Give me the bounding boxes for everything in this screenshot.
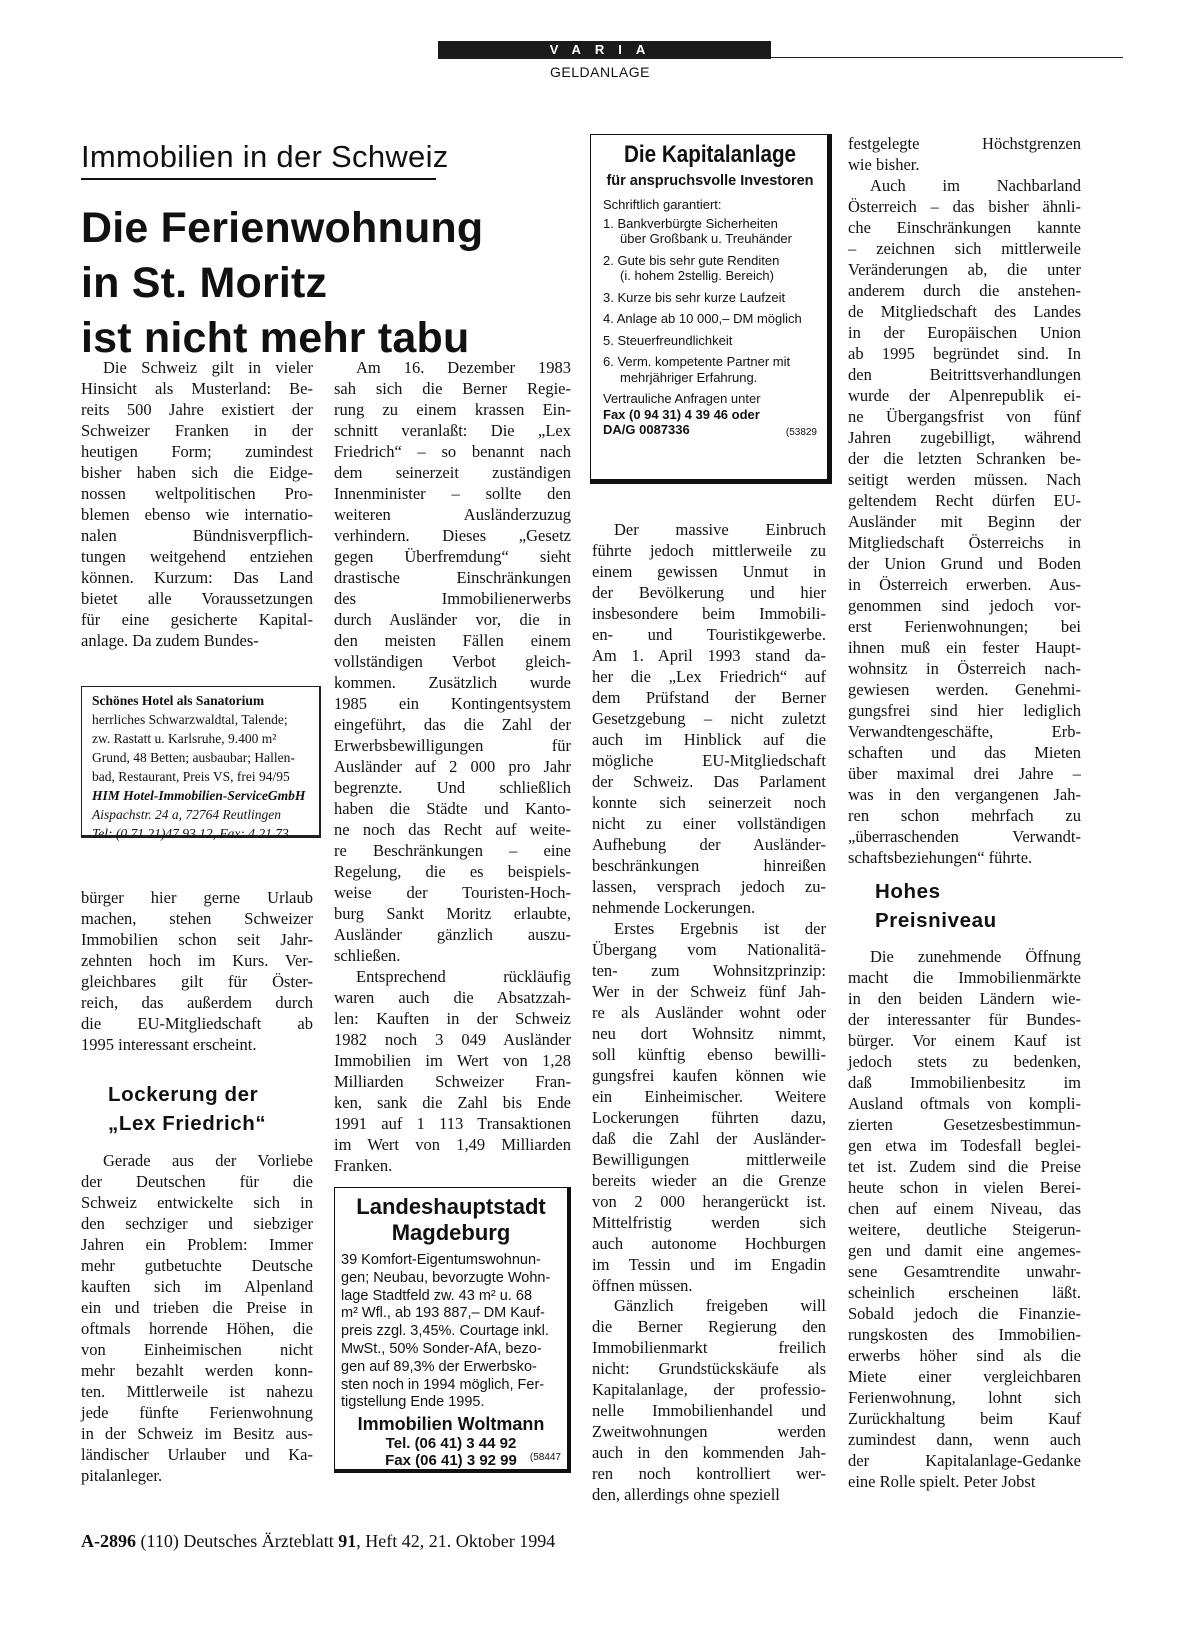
text-line: en- und Touristikgewerbe.: [592, 625, 826, 644]
column-2-continued: [334, 966, 571, 1176]
column-1-section: [81, 1150, 313, 1486]
text-line: heute schon in vielen Berei-: [848, 1178, 1081, 1197]
text-line: geltendem Recht dürfen EU-: [848, 491, 1081, 510]
ad-body-line: preis zzgl. 3,45%. Courtage inkl.: [341, 1323, 549, 1340]
text-line: wie bisher.: [848, 155, 920, 174]
ad-body-line: 39 Komfort-Eigentumswohnun-: [341, 1252, 541, 1268]
text-line: Ferienwohnung, lohnt sich: [848, 1388, 1081, 1407]
text-line: che Einschränkungen kannte: [848, 218, 1081, 237]
text-line: Bewilligungen mittlerweile: [592, 1150, 826, 1169]
text-line: von Einheimischen nicht: [81, 1340, 313, 1359]
text-line: Die zunehmende Öffnung: [870, 947, 1081, 966]
footer-issue: , Heft 42, 21. Oktober 1994: [356, 1531, 556, 1551]
text-line: konnte sich seinerzeit noch: [592, 793, 826, 812]
ad-list-item: [603, 216, 817, 247]
text-line: bietet alle Voraussetzungen: [81, 589, 313, 608]
text-line: Verwandtengeschäfte, Erb-: [848, 722, 1081, 741]
text-line: machen, stehen Schweizer: [81, 909, 313, 928]
text-line: burg Sankt Moritz erlaubte,: [334, 904, 571, 923]
text-line: ihnen muß ein fester Haupt-: [848, 638, 1081, 657]
text-line: vollständigen Verbot gleich-: [334, 652, 571, 671]
text-line: den Beitrittsverhandlungen: [848, 365, 1081, 384]
text-line: erwerbs höher sind als die: [848, 1346, 1081, 1365]
text-line: reits 500 Jahre existiert der: [81, 400, 313, 419]
text-line: die EU-Mitgliedschaft ab: [81, 1014, 313, 1033]
text-line: bürger. Vor einem Kauf ist: [848, 1031, 1081, 1050]
ad-code: (58447: [529, 1452, 561, 1463]
text-line: weitere, deutliche Steigerun-: [848, 1220, 1081, 1239]
text-line: gen und damit eine angemes-: [848, 1241, 1081, 1260]
text-line: reich, das außerdem durch: [81, 993, 313, 1012]
text-line: im Tessin und im Engadin: [592, 1255, 826, 1274]
text-line: scheinlich erscheinen läßt.: [848, 1283, 1081, 1302]
text-line: Sobald jedoch die Finanzie-: [848, 1304, 1081, 1323]
text-line: Kapitalanlage, der professio-: [592, 1380, 826, 1399]
text-line: nelle Immobilienhandel und: [592, 1401, 826, 1420]
text-line: jedoch stets zu bedenken,: [848, 1052, 1081, 1071]
text-line: Entsprechend rückläufig: [356, 967, 571, 986]
article-headline: [81, 201, 581, 366]
ad-hotel-sanatorium: [81, 686, 321, 841]
text-line: Miete einer vergleichbaren: [848, 1367, 1081, 1386]
ad-body-line: sten noch in 1994 möglich, Fer-: [341, 1376, 545, 1393]
ad-body-line: MwSt., 50% Sonder-AfA, bezo-: [341, 1340, 542, 1357]
ad-address: Aispachstr. 24 a, 72764 Reutlingen: [92, 807, 281, 822]
text-line: tet ist. Zudem sind die Preise: [848, 1157, 1081, 1176]
text-line: anderem durch die anstehen-: [848, 281, 1081, 300]
text-line: Jahren ein Problem: Immer: [81, 1235, 313, 1254]
text-line: dem Prüfstand der Berner: [592, 688, 826, 707]
text-line: eingeführt, das die Zahl der: [334, 715, 571, 734]
text-line: Lockerungen führten dazu,: [592, 1108, 826, 1127]
ad-fax: Fax (06 41) 3 92 99: [385, 1452, 517, 1470]
item-line: (i. hohem 2stellig. Bereich): [620, 268, 774, 283]
text-line: Zurückhaltung beim Kauf: [848, 1409, 1081, 1428]
headline-line: in St. Moritz: [81, 259, 328, 307]
text-line: ren schon mehrfach zu: [848, 806, 1081, 825]
text-line: chen auf einem Niveau, das: [848, 1199, 1081, 1218]
text-line: Schweiz entwickelte sich in: [81, 1193, 313, 1212]
text-line: Regelung, die es beispiels-: [334, 862, 571, 881]
text-line: Ausland oftmals von kompli-: [848, 1094, 1081, 1113]
text-line: 1982 noch 3 049 Ausländer: [334, 1030, 571, 1049]
text-line: von 2 000 herangerückt ist.: [592, 1192, 826, 1211]
text-line: re Beschränkungen – eine: [334, 841, 571, 860]
text-line: erst Ferienwohnungen; bei: [848, 617, 1081, 636]
ad-list-item: [603, 253, 817, 284]
text-line: was in den vergangenen Jah-: [848, 785, 1081, 804]
text-line: der Schweiz. Das Parlament: [592, 772, 826, 791]
text-line: wurde der Alpenrepublik ei-: [848, 386, 1081, 405]
text-line: Am 1. April 1993 stand da-: [592, 646, 826, 665]
item-line: 1. Bankverbürgte Sicherheiten: [603, 215, 778, 231]
text-line: ein Einheimischer. Weitere: [592, 1087, 826, 1106]
text-line: beschränkungen hinreißen: [592, 856, 826, 875]
item-line: mehrjähriger Erfahrung.: [620, 369, 758, 385]
ad-line: bad, Restaurant, Preis VS, frei 94/95: [92, 769, 290, 784]
text-line: festgelegte Höchstgrenzen: [848, 134, 1081, 153]
kicker-rule: [81, 178, 436, 180]
text-line: der interessanter für Bundes-: [848, 1010, 1081, 1029]
text-line: Innenminister – sollte den: [334, 484, 571, 503]
text-line: Am 16. Dezember 1983: [356, 358, 571, 377]
text-line: der Deutschen für die: [81, 1172, 313, 1191]
ad-title-line: Magdeburg: [391, 1220, 511, 1245]
text-line: Der massive Einbruch: [614, 520, 826, 539]
text-line: bisher haben sich die Eidge-: [81, 463, 313, 482]
text-line: Gerade aus der Vorliebe: [103, 1151, 313, 1170]
column-3: [592, 519, 826, 918]
text-line: führte jedoch mittlerweile zu: [592, 541, 826, 560]
text-line: waren auch die Absatzzah-: [334, 988, 571, 1007]
text-line: blemen ebenso wie internatio-: [81, 505, 313, 524]
ad-body-line: m² Wfl., ab 193 887,– DM Kauf-: [341, 1305, 545, 1322]
text-line: nicht zu einer vollständigen: [592, 814, 826, 833]
text-line: len: Kauften in der Schweiz: [334, 1009, 571, 1028]
ad-list-item: [603, 311, 817, 327]
subhead-line: Hohes: [875, 880, 941, 903]
text-line: in der Europäischen Union: [848, 323, 1081, 342]
article-kicker: Immobilien in der Schweiz: [81, 139, 449, 174]
text-line: Wer in der Schweiz fünf Jah-: [592, 982, 826, 1001]
text-line: genommen sind jedoch vor-: [848, 596, 1081, 615]
text-line: – zeichnen sich mittlerweile: [848, 239, 1081, 258]
ad-tel: Tel. (06 41) 3 44 92: [385, 1435, 517, 1453]
text-line: Aufhebung der Ausländer-: [592, 835, 826, 854]
footer-publication: (110) Deutsches Ärzteblatt: [140, 1531, 334, 1551]
text-line: pitalanleger.: [81, 1466, 163, 1485]
text-line: gungsfrei sind hier lediglich: [848, 701, 1081, 720]
section-label: GELDANLAGE: [550, 64, 650, 80]
text-line: Schweizer Franken in der: [81, 421, 313, 440]
subhead-lex-friedrich: [108, 1080, 266, 1138]
ad-body-line: gen auf 89,3% der Erwerbsko-: [341, 1358, 537, 1375]
text-line: lassen, versprach jedoch zu-: [592, 877, 826, 896]
item-line: 2. Gute bis sehr gute Renditen: [603, 252, 780, 268]
subhead-line: Lockerung der: [108, 1083, 259, 1106]
text-line: insbesondere beim Immobili-: [592, 604, 826, 623]
text-line: Immobilien im Wert von 1,28: [334, 1051, 571, 1070]
ad-contact: Vertrauliche Anfragen unter: [603, 391, 761, 406]
text-line: soll künftig ebenso bewilli-: [592, 1045, 826, 1064]
text-line: auch autonome Hochburgen: [592, 1234, 826, 1253]
text-line: der Bevölkerung und hier: [592, 583, 826, 602]
text-line: durch Ausländer vor, die in: [334, 610, 571, 629]
ad-title: Die Kapitalanlage: [623, 141, 797, 168]
text-line: verhindern. Dieses „Gesetz: [334, 526, 571, 545]
text-line: macht die Immobilienmärkte: [848, 968, 1081, 987]
text-line: de Mitgliedschaft des Landes: [848, 302, 1081, 321]
ad-body-line: tigstellung Ende 1995.: [341, 1394, 485, 1411]
text-line: des Immobilienerwerbs: [334, 589, 571, 608]
column-4: [848, 175, 1081, 868]
text-line: zierten Gesetzesbestimmun-: [848, 1115, 1081, 1134]
text-line: weise der Touristen-Hoch-: [334, 883, 571, 902]
text-line: in Österreich erwerben. Aus-: [848, 575, 1081, 594]
text-line: bürger hier gerne Urlaub: [81, 888, 313, 907]
ad-body: [341, 1252, 561, 1412]
text-line: Ausländer auf 2 000 pro Jahr: [334, 757, 571, 776]
text-line: schaftsbeziehungen“ führte.: [848, 848, 1033, 867]
text-line: ländischer Urlauber und Ka-: [81, 1445, 313, 1464]
text-line: Immobilien schon seit Jahr-: [81, 930, 313, 949]
subhead-line: Preisniveau: [875, 909, 997, 932]
column-4-section: [848, 946, 1081, 1492]
text-line: nalen Bündnisverpflich-: [81, 526, 313, 545]
text-line: nossen weltpolitischen Pro-: [81, 484, 313, 503]
text-line: Gänzlich freigeben will: [614, 1296, 826, 1315]
text-line: rung zu einem krassen Ein-: [334, 400, 571, 419]
text-line: Jahren zugebilligt, während: [848, 428, 1081, 447]
text-line: mehr gutbetuchte Deutsche: [81, 1256, 313, 1275]
header-rule: [438, 57, 1123, 58]
text-line: nehmende Lockerungen.: [592, 898, 756, 917]
text-line: schnitt veranlaßt: Die „Lex: [334, 421, 571, 440]
text-line: dem seinerzeit zuständigen: [334, 463, 571, 482]
ad-line: Grund, 48 Betten; ausbaubar; Hallen-: [92, 750, 295, 765]
text-line: der Kapitalanlage-Gedanke: [848, 1451, 1081, 1470]
text-line: Gesetzgebung – nicht zuletzt: [592, 709, 826, 728]
text-line: rungskosten des Immobilien-: [848, 1325, 1081, 1344]
ad-intro: Schriftlich garantiert:: [603, 197, 722, 212]
ad-title: Schönes Hotel als Sanatorium: [92, 693, 265, 708]
text-line: ab 1995 begründet sind. In: [848, 344, 1081, 363]
text-line: zehnten hoch im Kurs. Ver-: [81, 951, 313, 970]
text-line: mehr bezahlt werden konn-: [81, 1361, 313, 1380]
text-line: Friedrich“ – so benannt nach: [334, 442, 571, 461]
column-2: [334, 357, 571, 966]
text-line: den, allerdings ohne speziell: [592, 1485, 780, 1504]
ad-body-line: lage Stadtfeld zw. 43 m² u. 68: [341, 1287, 533, 1304]
text-line: sene Gesamtrendite unwahr-: [848, 1262, 1081, 1281]
text-line: Zweitwohnungen werden: [592, 1422, 826, 1441]
text-line: Veränderungen ab, die unter: [848, 260, 1081, 279]
text-line: ne noch das Recht auf weite-: [334, 820, 571, 839]
text-line: in den beiden Ländern wie-: [848, 989, 1081, 1008]
headline-line: ist nicht mehr tabu: [81, 314, 470, 362]
text-line: ken, sank die Zahl bis Ende: [334, 1093, 571, 1112]
ad-chiffre: DA/G 0087336: [603, 422, 690, 437]
text-line: sah sich die Berner Regie-: [334, 379, 571, 398]
column-3-end: [592, 1295, 826, 1505]
text-line: der Union Grund und Boden: [848, 554, 1081, 573]
text-line: gungsfrei kaufen können wie: [592, 1066, 826, 1085]
text-line: kauften sich im Alpenland: [81, 1277, 313, 1296]
text-line: 1991 auf 1 113 Transaktionen: [334, 1114, 571, 1133]
text-line: eine Rolle spielt. Peter Jobst: [848, 1472, 1036, 1491]
text-line: wohnsitz in Österreich nach-: [848, 659, 1081, 678]
text-line: können. Kurzum: Das Land: [81, 568, 313, 587]
text-line: 1985 ein Kontingentsystem: [334, 694, 571, 713]
ad-code: (53829: [785, 427, 817, 438]
text-line: die Berner Regierung den: [592, 1317, 826, 1336]
text-line: „überraschenden Verwandt-: [848, 827, 1081, 846]
text-line: schaften und das Mieten: [848, 743, 1081, 762]
text-line: Erwerbsbewilligungen für: [334, 736, 571, 755]
text-line: Die Schweiz gilt in vieler: [103, 358, 313, 377]
text-line: her die „Lex Friedrich“ auf: [592, 667, 826, 686]
text-line: ein und trieben die Preise in: [81, 1298, 313, 1317]
page-code: A-2896: [81, 1531, 136, 1551]
text-line: schließen.: [334, 946, 401, 965]
subhead-hohes-preisniveau: [875, 877, 997, 935]
footer-volume: 91: [338, 1531, 357, 1551]
column-3-continued: [592, 918, 826, 1296]
page-footer: [81, 1531, 555, 1552]
text-line: heutigen Form; zumindest: [81, 442, 313, 461]
text-line: im Wert von 1,49 Milliarden: [334, 1135, 571, 1154]
text-line: Hinsicht als Musterland: Be-: [81, 379, 313, 398]
ad-line: herrliches Schwarzwaldtal, Talende;: [92, 712, 288, 727]
column-1-intro: [81, 357, 313, 651]
ad-list-item: [603, 354, 817, 385]
text-line: begrenzte. Und schließlich: [334, 778, 571, 797]
text-line: in der Schweiz im Besitz aus-: [81, 1424, 313, 1443]
text-line: Milliarden Schweizer Fran-: [334, 1072, 571, 1091]
ad-kapitalanlage: [590, 134, 832, 484]
text-line: haben die Städte und Kanto-: [334, 799, 571, 818]
text-line: oftmals horrende Höhen, die: [81, 1319, 313, 1338]
text-line: Österreich – das bisher ähnli-: [848, 197, 1081, 216]
ad-line: zw. Rastatt u. Karlsruhe, 9.400 m²: [92, 731, 277, 746]
ad-company: Immobilien Woltmann: [357, 1414, 545, 1435]
text-line: zumindest dann, wenn auch: [848, 1430, 1081, 1449]
section-bar: VARIA: [438, 41, 771, 59]
ad-fax: Fax (0 94 31) 4 39 46 oder: [603, 406, 760, 422]
text-line: anlage. Da zudem Bundes-: [81, 631, 259, 650]
ad-list-item: [603, 333, 817, 349]
ad-subtitle: für anspruchsvolle Investoren: [606, 173, 814, 189]
text-line: Auch im Nachbarland: [870, 176, 1081, 195]
text-line: neu dort Wohnsitz nimmt,: [592, 1024, 826, 1043]
item-line: 5. Steuerfreundlichkeit: [603, 332, 733, 348]
text-line: Mitgliedschaft Österreichs in: [848, 533, 1081, 552]
text-line: Mittelfristig werden sich: [592, 1213, 826, 1232]
text-line: ren noch kontrolliert wer-: [592, 1464, 826, 1483]
text-line: nicht: Grundstückskäufe als: [592, 1359, 826, 1378]
ad-phone: Tel: (0 71 21)47 93 12, Fax: 4 21 73: [92, 826, 289, 841]
item-line: 6. Verm. kompetente Partner mit: [603, 354, 791, 369]
text-line: 1995 interessant erscheint.: [81, 1035, 257, 1054]
text-line: ten- zum Wohnsitzprinzip:: [592, 961, 826, 980]
column-4-start: [848, 133, 1081, 175]
text-line: für eine gesicherte Kapital-: [81, 610, 313, 629]
text-line: den sechziger und siebziger: [81, 1214, 313, 1233]
text-line: drastische Einschränkungen: [334, 568, 571, 587]
ad-contact-code: [603, 422, 817, 438]
text-line: gegen Überfremdung“ sieht: [334, 547, 571, 566]
text-line: daß die Zahl der Ausländer-: [592, 1129, 826, 1148]
text-line: kommen. Zusätzlich wurde: [334, 673, 571, 692]
text-line: gen etwa im Todesfall beglei-: [848, 1136, 1081, 1155]
item-line: über Großbank u. Treuhänder: [620, 231, 792, 246]
headline-line: Die Ferienwohnung: [81, 204, 484, 252]
text-line: gleichbares gilt für Öster-: [81, 972, 313, 991]
text-line: einem gewissen Unmut in: [592, 562, 826, 581]
column-1-continued: [81, 887, 313, 1055]
ad-list: [603, 216, 817, 386]
ad-title-line: Landeshauptstadt: [356, 1194, 546, 1219]
ad-company: HIM Hotel-Immobilien-ServiceGmbH: [92, 788, 306, 803]
text-line: tungen weitgehend entziehen: [81, 547, 313, 566]
text-line: seitigt werden müssen. Nach: [848, 470, 1081, 489]
text-line: ne Übergangsfrist von fünf: [848, 407, 1081, 426]
text-line: weiteren Ausländerzuzug: [334, 505, 571, 524]
item-line: 3. Kurze bis sehr kurze Laufzeit: [603, 289, 786, 305]
text-line: auch in den kommenden Jah-: [592, 1443, 826, 1462]
text-line: jede fünfte Ferienwohnung: [81, 1403, 313, 1422]
text-line: auch im Hinblick auf die: [592, 730, 826, 749]
text-line: Ausländer gänzlich auszu-: [334, 925, 571, 944]
text-line: Übergang vom Nationalitä-: [592, 940, 826, 959]
item-line: 4. Anlage ab 10 000,– DM möglich: [603, 311, 802, 326]
text-line: re als Ausländer wohnt oder: [592, 1003, 826, 1022]
text-line: den meisten Fällen einem: [334, 631, 571, 650]
ad-body-line: gen; Neubau, bevorzugte Wohn-: [341, 1269, 551, 1286]
ad-list-item: [603, 290, 817, 306]
text-line: öffnen müssen.: [592, 1276, 693, 1295]
text-line: daß Immobilienbesitz im: [848, 1073, 1081, 1092]
ad-magdeburg: [334, 1187, 571, 1473]
text-line: mögliche EU-Mitgliedschaft: [592, 751, 826, 770]
text-line: bereits wieder an die Grenze: [592, 1171, 826, 1190]
text-line: Franken.: [334, 1156, 393, 1175]
subhead-line: „Lex Friedrich“: [108, 1112, 267, 1135]
text-line: Erstes Ergebnis ist der: [614, 919, 826, 938]
text-line: der die letzten Schranken be-: [848, 449, 1081, 468]
text-line: ten. Mittlerweile ist nahezu: [81, 1382, 313, 1401]
text-line: Immobilienmarkt freilich: [592, 1338, 826, 1357]
text-line: über maximal drei Jahre –: [848, 764, 1081, 783]
text-line: gewiesen werden. Genehmi-: [848, 680, 1081, 699]
text-line: Ausländer mit Beginn der: [848, 512, 1081, 531]
